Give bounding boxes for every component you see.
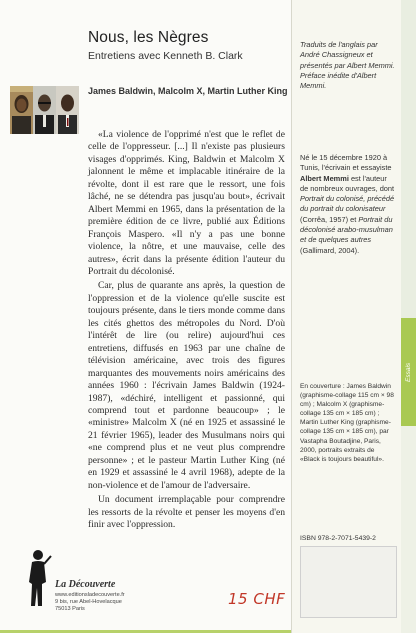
author-photo-malcolm-x bbox=[33, 86, 56, 134]
edge-strip-bottom bbox=[401, 426, 416, 633]
blurb bbox=[88, 129, 285, 534]
bio-prefix: Né le 15 décembre 1920 à Tunis, l'écrivain et essayiste bbox=[300, 153, 392, 173]
publisher-address-2: 75013 Paris bbox=[55, 606, 85, 612]
book-title: Nous, les Nègres bbox=[88, 29, 209, 46]
blurb-paragraph-2: Car, plus de quarante ans après, la question de l'oppression et de la violence qu'elle suscite est toujours présente, dans le tiers monde comme dans les cités ghettos des métropoles du Nord. D'où l'intérêt de lire (ou relire) aujourd'hui ces entretiens, diffusés en 1963 par une chaîne de télévision américaine, avec trois des figures marquantes des mouvements noirs américains des années 1960 : l'écrivain James Baldwin (1924-1987), «déchiré, intelligent et passionné, qui comprend tout et pardonne beaucoup» ; le «ministre» Malcolm X (né en 1925 et assassiné le 21 février 1965), leader des Musulmans noirs qui «ne comprend plus et ne veut plus comprendre personne» ; et le pasteur Martin Luther King (né en 1929 et assassiné le 4 avril 1968), adepte de la non-violence et de l'amour de l'adversaire. bbox=[88, 280, 285, 491]
barcode-area bbox=[300, 546, 397, 618]
blurb-paragraph-1: «La violence de l'opprimé n'est que le reflet de celle de l'oppresseur. [...] Il n'existe pas plusieurs visages d'opprimés. King, Baldwin et Malcolm X jalonnent le même et implacable itinéraire de la révolte, dont il est rare que le ressort, une fois lâché, ne se détendra pas jusqu'au bout», écrivait Albert Memmi en 1965, dans la présentation de la première édition de ce livre, publié aux Éditions François Maspero. «Il n'y a pas une bonne violence, la nôtre, et une mauvaise, celle des autres», écrit dans la présente édition l'auteur du Portrait du décolonisé. bbox=[88, 129, 285, 277]
publisher-name: La Découverte bbox=[55, 579, 116, 590]
column-divider bbox=[291, 0, 292, 633]
author-photo-baldwin bbox=[10, 86, 33, 134]
publisher-address-1: 9 bis, rue Abel-Hovelacque bbox=[55, 599, 122, 605]
translator-note: Traduits de l'anglais par André Chassigneux et présentés par Albert Memmi. Préface inédite d'Albert Memmi. bbox=[300, 40, 395, 91]
bio-work-1: Portrait du colonisé, précédé du portrait du colonisateur bbox=[300, 194, 395, 214]
book-subtitle: Entretiens avec Kenneth B. Clark bbox=[88, 50, 243, 62]
author-photos bbox=[10, 86, 79, 134]
bio-end: (Gallimard, 2004). bbox=[300, 245, 360, 255]
publisher-logo-icon bbox=[24, 548, 52, 608]
cover-credits: En couverture : James Baldwin (graphisme-collage 115 cm × 98 cm) ; Malcolm X (graphisme-collage 135 cm × 185 cm) ; Martin Luther King (graphisme-collage 135 cm × 185 cm), par Vastapha Boutadjine, Paris, 2000, portraits extraits de «Black is toujours beautiful». bbox=[300, 383, 394, 463]
publisher-website: www.editionsladecouverte.fr bbox=[55, 592, 125, 598]
category-tab-label: Essais bbox=[405, 362, 412, 382]
bio-work-2: Portrait du décolonisé arabo-musulman et de quelques autres bbox=[300, 214, 393, 245]
blurb-paragraph-3: Un document irremplaçable pour comprendre les ressorts de la révolte et penser les moyens d'en finir avec l'oppression. bbox=[88, 494, 285, 531]
handwritten-price: 15 CHF bbox=[228, 590, 286, 608]
bio-mid: (Corrêa, 1957) et bbox=[300, 214, 357, 224]
isbn: ISBN 978-2-7071-5439-2 bbox=[300, 535, 376, 542]
author-photo-king bbox=[56, 86, 79, 134]
author-bio bbox=[300, 153, 396, 256]
bio-rest: est l'auteur de nombreux ouvrages, dont bbox=[300, 173, 395, 193]
edge-strip-top bbox=[401, 0, 416, 318]
book-authors: James Baldwin, Malcolm X, Martin Luther King bbox=[88, 86, 288, 96]
bio-name: Albert Memmi bbox=[300, 173, 349, 183]
